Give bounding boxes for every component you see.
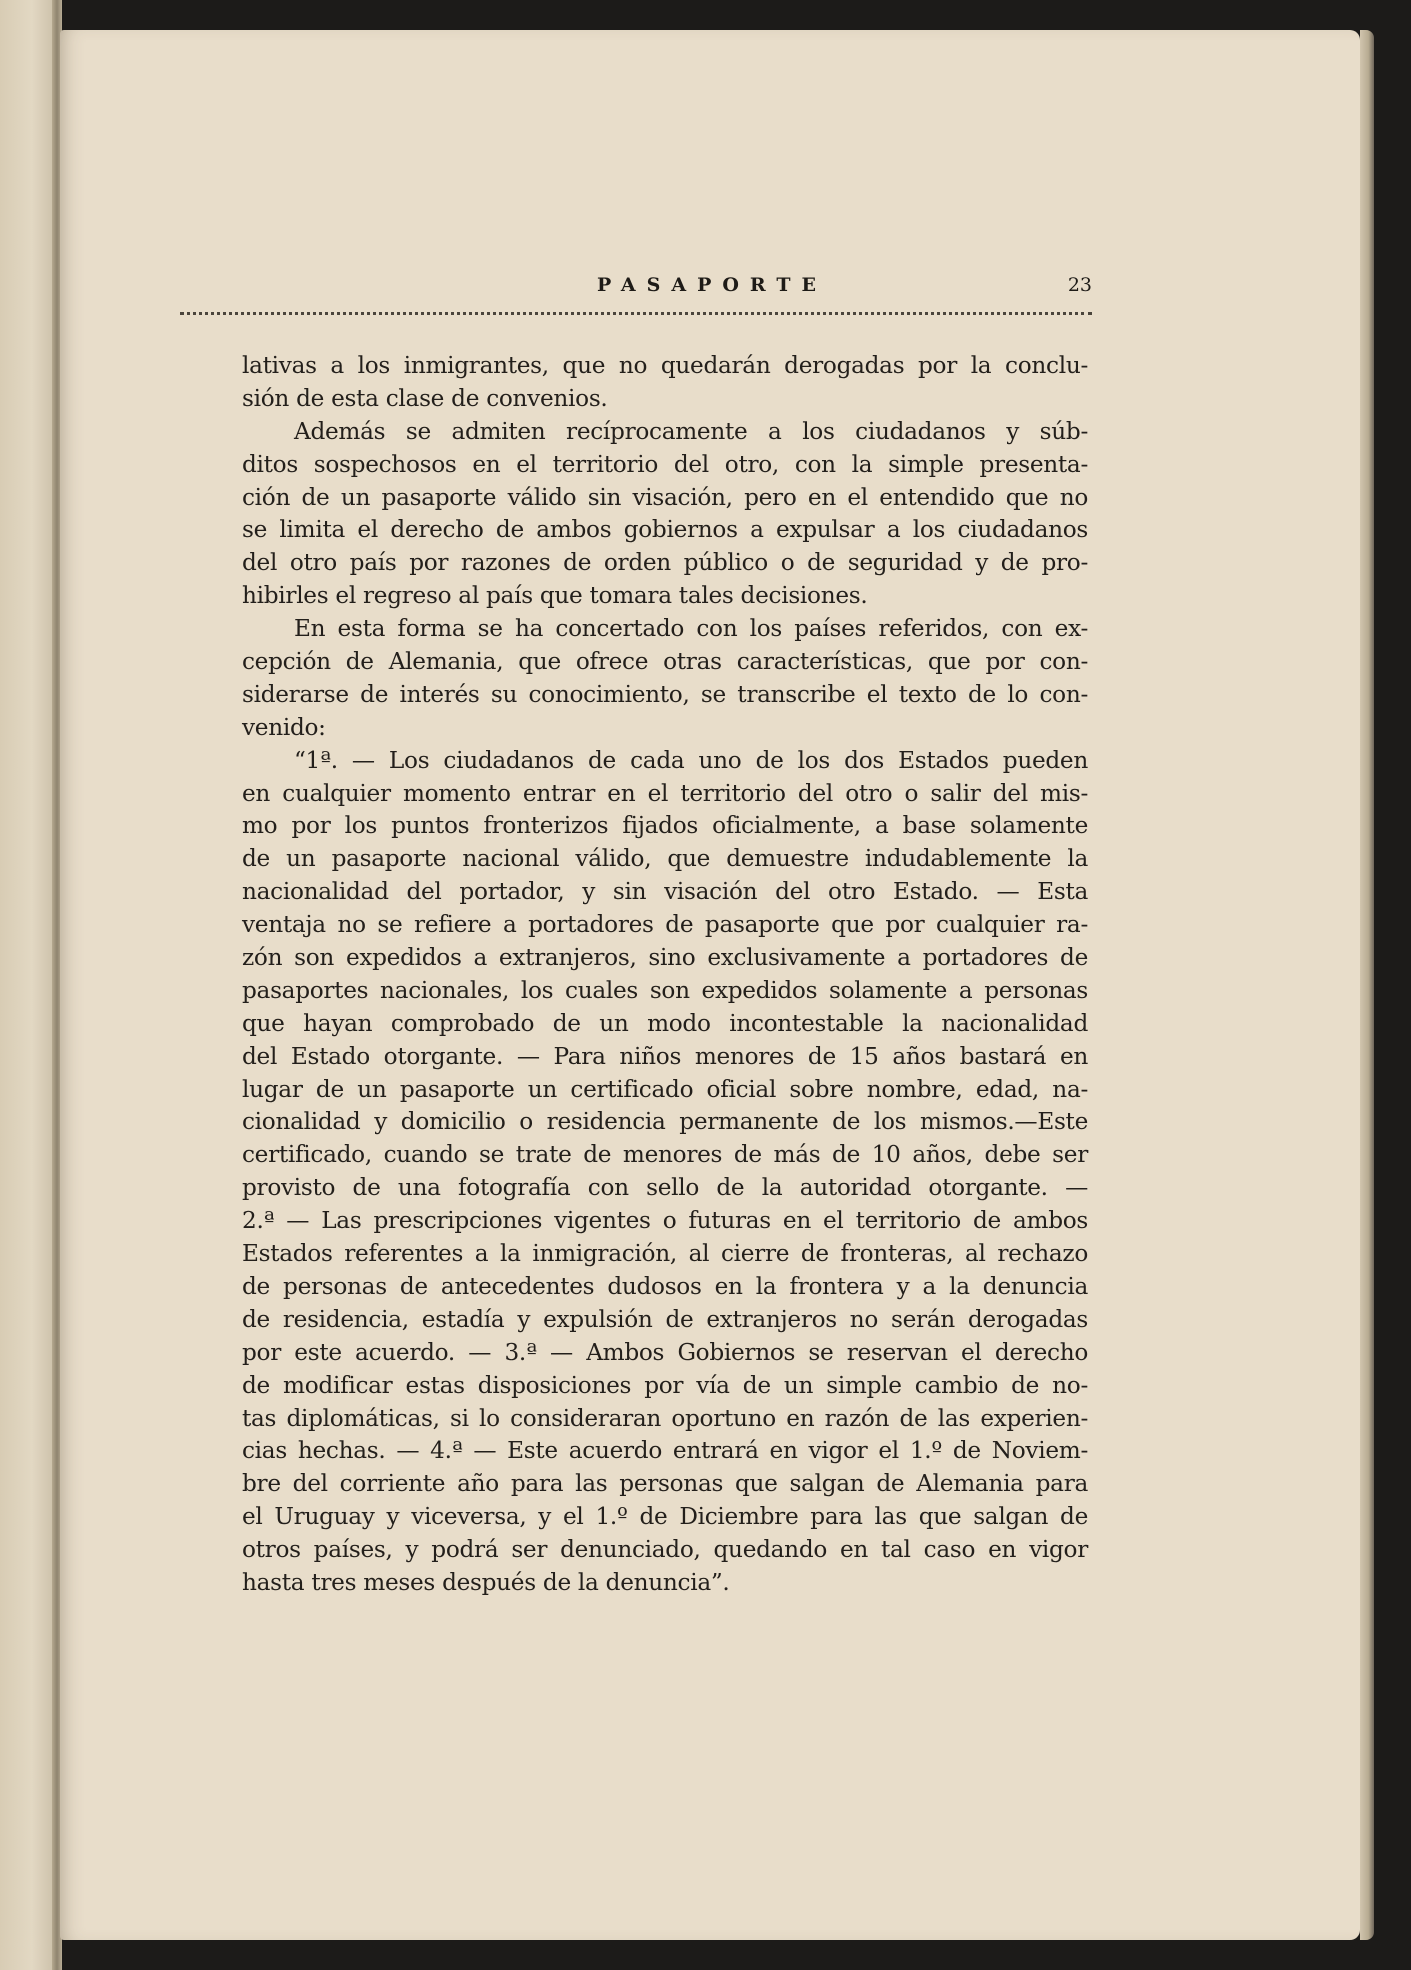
- text-line: cionalidad y domicilio o residencia permanente de los mismos.—Este: [242, 1108, 1088, 1136]
- text-line: sión de esta clase de convenios.: [242, 384, 608, 412]
- text-line: nacionalidad del portador, y sin visación del otro Estado. — Esta: [242, 878, 1088, 906]
- running-title: PASAPORTE: [596, 274, 828, 296]
- text-line: pasaportes nacionales, los cuales son expedidos solamente a personas: [242, 976, 1088, 1004]
- text-line: hibirles el regreso al país que tomara tales decisiones.: [242, 582, 868, 610]
- dotted-header-rule: [180, 312, 1092, 315]
- text-line: otros países, y podrá ser denunciado, quedando en tal caso en vigor: [242, 1536, 1088, 1564]
- text-line: zón son expedidos a extranjeros, sino exclusivamente a portadores de: [242, 944, 1088, 972]
- body-text: [242, 350, 1088, 1600]
- text-line: se limita el derecho de ambos gobiernos a expulsar a los ciudadanos: [242, 516, 1088, 544]
- text-line: de modificar estas disposiciones por vía de un simple cambio de no-: [242, 1371, 1088, 1399]
- text-line: en cualquier momento entrar en el territorio del otro o salir del mis-: [242, 779, 1088, 807]
- text-line: bre del corriente año para las personas que salgan de Alemania para: [242, 1470, 1088, 1498]
- text-line: cias hechas. — 4.ª — Este acuerdo entrará en vigor el 1.º de Noviem-: [242, 1437, 1088, 1465]
- text-line: hasta tres meses después de la denuncia”.: [242, 1568, 730, 1596]
- text-line: provisto de una fotografía con sello de la autoridad otorgante. —: [242, 1174, 1088, 1202]
- page-fore-edge: [1360, 30, 1374, 1940]
- text-line: del otro país por razones de orden público o de seguridad y de pro-: [242, 549, 1088, 577]
- text-line: tas diplomáticas, si lo consideraran oportuno en razón de las experien-: [242, 1404, 1088, 1432]
- text-line: de un pasaporte nacional válido, que demuestre indudablemente la: [242, 845, 1088, 873]
- text-line: Además se admiten recíprocamente a los ciudadanos y súb-: [294, 417, 1088, 445]
- text-line: por este acuerdo. — 3.ª — Ambos Gobiernos se reservan el derecho: [242, 1338, 1088, 1366]
- text-line: ción de un pasaporte válido sin visación, pero en el entendido que no: [242, 483, 1088, 511]
- text-line: certificado, cuando se trate de menores de más de 10 años, debe ser: [242, 1141, 1088, 1169]
- text-line: cepción de Alemania, que ofrece otras características, que por con-: [242, 648, 1088, 676]
- text-line: “1ª. — Los ciudadanos de cada uno de los dos Estados pueden: [294, 746, 1088, 774]
- text-line: de residencia, estadía y expulsión de extranjeros no serán derogadas: [242, 1305, 1088, 1333]
- text-line: de personas de antecedentes dudosos en la frontera y a la denuncia: [242, 1272, 1088, 1300]
- text-line: que hayan comprobado de un modo incontestable la nacionalidad: [242, 1009, 1088, 1037]
- page-header: [180, 274, 1092, 310]
- text-line: venido:: [242, 713, 326, 741]
- text-line: En esta forma se ha concertado con los países referidos, con ex-: [294, 615, 1088, 643]
- text-line: del Estado otorgante. — Para niños menores de 15 años bastará en: [242, 1042, 1088, 1070]
- text-line: ditos sospechosos en el territorio del otro, con la simple presenta-: [242, 450, 1088, 478]
- text-line: lativas a los inmigrantes, que no quedarán derogadas por la conclu-: [242, 352, 1088, 379]
- text-line: 2.ª — Las prescripciones vigentes o futuras en el territorio de ambos: [242, 1207, 1088, 1235]
- page-number: 23: [1067, 274, 1092, 296]
- text-line: mo por los puntos fronterizos fijados oficialmente, a base solamente: [242, 812, 1088, 840]
- facing-page-edge: [0, 0, 58, 1970]
- text-line: Estados referentes a la inmigración, al cierre de fronteras, al rechazo: [242, 1240, 1088, 1268]
- text-line: siderarse de interés su conocimiento, se transcribe el texto de lo con-: [242, 680, 1088, 708]
- text-line: lugar de un pasaporte un certificado oficial sobre nombre, edad, na-: [242, 1075, 1088, 1103]
- text-line: ventaja no se refiere a portadores de pasaporte que por cualquier ra-: [242, 911, 1088, 939]
- text-line: el Uruguay y viceversa, y el 1.º de Diciembre para las que salgan de: [242, 1503, 1088, 1531]
